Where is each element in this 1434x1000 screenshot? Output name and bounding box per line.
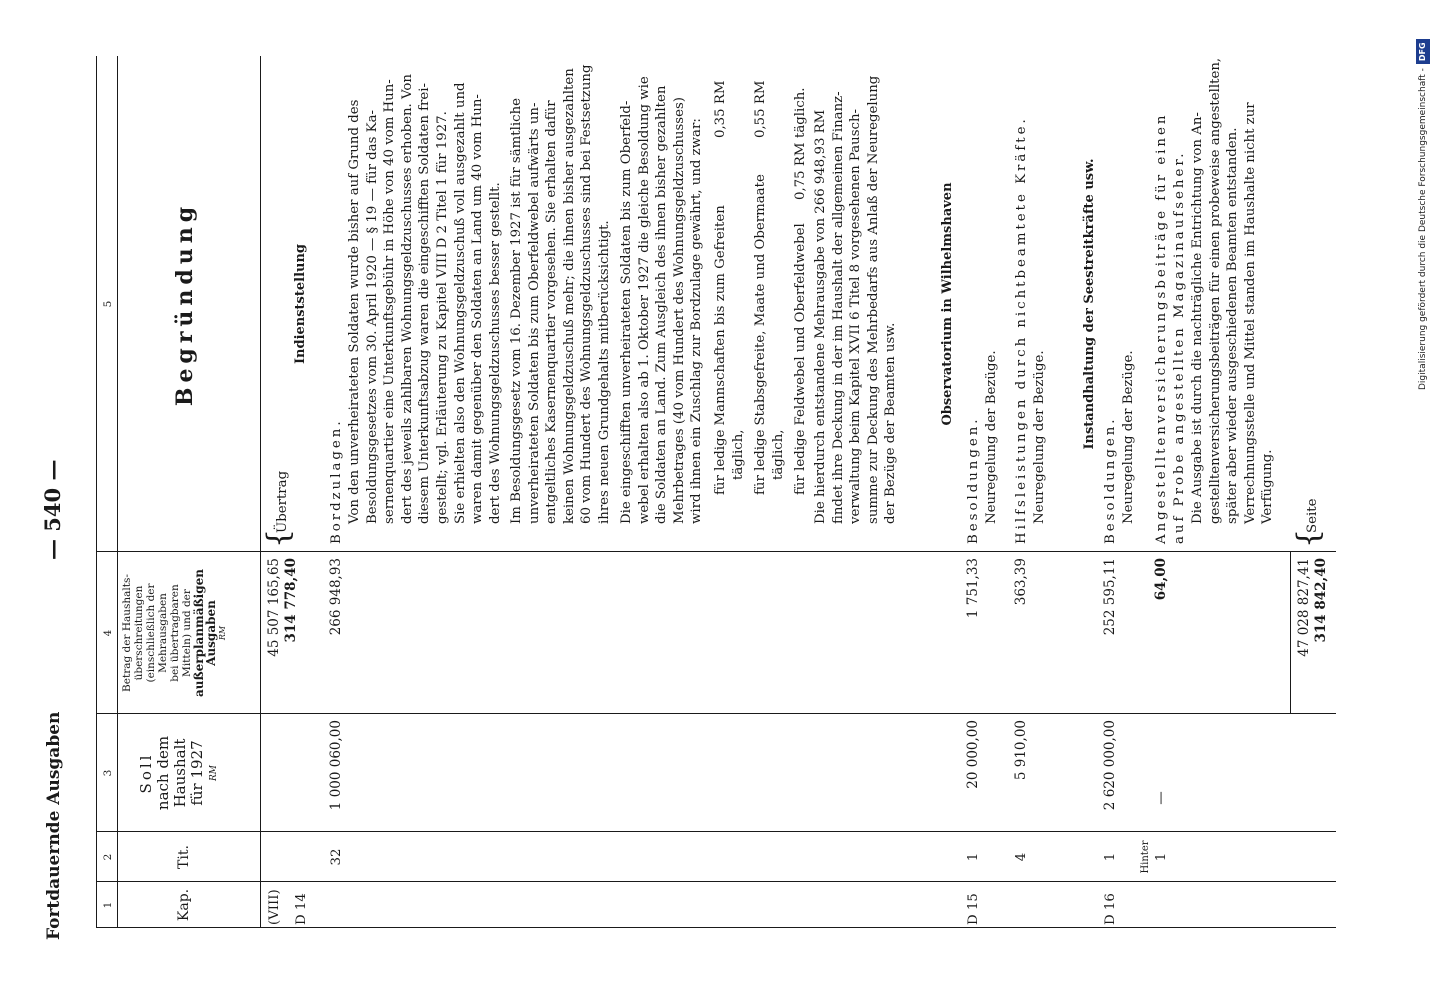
d14-para-3: [618, 76, 706, 524]
d14-p2-line: keinen Wohnungsgeldzuschuß mehr; die ihnen bisher ausgezahlten: [561, 68, 577, 524]
d14-rate-3-tail: täglich.: [793, 87, 808, 138]
d14-rate-2-label: für ledige Stabsgefreite, Maate und Obermaate: [753, 174, 768, 495]
d14-kap: D 14: [294, 893, 309, 925]
seite-amounts: [1296, 558, 1330, 710]
col-number-4: 4: [102, 629, 114, 637]
d14-p3-line: die Soldaten an Land. Zum Ausgleich des ihnen bisher gezahlten: [654, 85, 670, 524]
header-soll-line: Soll: [137, 752, 155, 794]
d14-soll: 1 000 060,00: [328, 720, 344, 811]
d15-r1-sub: Neuregelung der Bezüge.: [984, 350, 999, 524]
d14-p1-line: diesem Unterkunftsabzug waren die eingeschifften Soldaten frei-: [417, 82, 433, 524]
d16-r2-tit: 1: [1154, 852, 1169, 862]
d14-p2-line: 60 vom Hundert des Wohnungsgeldzuschusses sind bei Festsetzung: [579, 64, 595, 524]
d14-p1-line: waren damit gegenüber den Soldaten an Land um 40 vom Hun-: [470, 94, 486, 524]
header-betrag-line: bei übertragbaren: [169, 584, 181, 682]
d14-para-2: [508, 65, 614, 524]
col-number-3: 3: [102, 769, 114, 777]
d16-section-title: Instandhaltung der Seestreitkräfte usw.: [1082, 158, 1097, 450]
d14-section-title: Indienststellung: [293, 243, 308, 365]
header-soll: [138, 714, 223, 832]
header-begruendung: Begründung: [172, 201, 198, 407]
d14-p2-line: unverheirateten Soldaten bis zum Oberfeldwebel aufwärts un-: [526, 102, 542, 524]
seite-amount: 47 028 827,41: [1296, 558, 1312, 657]
d16-r2-betrag: 64,00: [1153, 558, 1169, 601]
d15-r2-soll: 5 910,00: [1013, 720, 1029, 781]
d14-para-1: [346, 74, 504, 524]
d14-p2-line: Im Besoldungsgesetz vom 16. Dezember 1927 ist für sämtliche: [509, 97, 524, 524]
seite-sum-rule: [1290, 552, 1291, 714]
d14-p3-line: Mehrbetrages (40 vom Hundert des Wohnungsgeldzuschusses): [671, 97, 687, 524]
d16-r2-hinter: Hinter: [1140, 840, 1151, 874]
d16-r1-soll: 2 620 000,00: [1102, 720, 1118, 811]
d14-rate-1-value: 0,35 RM: [713, 80, 728, 138]
d14-p1-line: sernenquartier eine Unterkunftsgebühr in Höhe von 40 vom Hun-: [382, 79, 398, 524]
d16-r2-title-2: auf Probe angestellten Magazinaufseher.: [1172, 150, 1187, 544]
d14-p4-line: findet ihre Deckung in der im Haushalt der allgemeinen Finanz-: [830, 91, 846, 524]
d14-p4-line: der Bezüge der Beamten usw.: [883, 322, 899, 524]
d15-kap: D 15: [966, 893, 981, 925]
uebertrag-kap: (VIII): [267, 889, 282, 925]
col-divider-3: [96, 713, 1336, 714]
header-betrag-bold: außerplanmäßigen: [192, 569, 206, 697]
d14-p1-line: Sie erhielten also den Wohnungsgeldzuschuß voll ausgezahlt und: [452, 82, 468, 524]
d16-r2-line: Die Ausgabe ist durch die nachträgliche Entrichtung von An-: [1190, 112, 1205, 524]
header-betrag-line: (einschließlich der: [145, 583, 157, 683]
header-kap: Kap.: [176, 888, 192, 922]
uebertrag-amount: 45 507 165,65: [266, 558, 282, 657]
d14-rate-3-label: für ledige Feldwebel und Oberfeldwebel: [793, 223, 808, 495]
credit-text: Digitalisierung gefördert durch die Deutsche Forschungsgemeinschaft -: [1418, 68, 1428, 390]
uebertrag-brace: {: [261, 528, 296, 548]
seite-amount-bold: 314 842,40: [1313, 558, 1329, 643]
d15-r1-title: Besoldungen.: [966, 416, 981, 544]
d14-p2-line: entgeltliches Kasernenquartier vorgesehen. Sie erhalten dafür: [544, 100, 560, 524]
d14-p3-line: Die eingeschifften unverheirateten Soldaten bis zum Oberfeld-: [619, 100, 634, 524]
header-betrag-line: Betrag der Haushalts-: [121, 574, 133, 692]
header-tit: Tit.: [176, 845, 192, 869]
header-soll-line: für 1927: [188, 740, 206, 806]
d14-rate-3-value: 0,75 RM: [793, 142, 808, 200]
d14-p1-line: dert des jeweils zahlbaren Wohnungsgeldzuschusses erhoben. Von: [399, 74, 415, 524]
uebertrag-amount-bold: 314 778,40: [283, 558, 299, 643]
header-betrag-line: überschreitungen: [133, 585, 145, 681]
d15-r1-betrag: 1 751,33: [965, 558, 981, 619]
d16-r1-betrag: 252 595,11: [1102, 558, 1118, 636]
d15-r1-tit: 1: [966, 852, 981, 862]
header-soll-unit: RM: [209, 765, 219, 781]
d14-p2-line: ihres neuen Grundgehalts mitberücksichtigt.: [596, 220, 612, 524]
d16-kap: D 16: [1103, 893, 1118, 925]
d14-p1-line: gestellt; vgl. Erläuterung zu Kapitel VIII D 2 Titel 1 für 1927.: [434, 111, 450, 524]
dfg-logo: DFG: [1416, 39, 1430, 64]
d14-tit: 32: [329, 848, 344, 866]
d16-r1-tit: 1: [1103, 852, 1118, 862]
header-betrag-unit: RM: [218, 625, 227, 641]
d16-r2-soll: —: [1153, 791, 1169, 805]
table-top-rule: [96, 56, 97, 928]
d15-section-title: Observatorium in Wilhelmshaven: [940, 182, 955, 426]
d14-p1-line: Besoldungsgesetzes vom 30. April 1920 — § 19 — für das Ka-: [364, 109, 380, 524]
col-number-5: 5: [102, 300, 114, 308]
header-number-rule: [117, 56, 118, 928]
d14-p4-line: summe zur Deckung des Mehrbedarfs aus Anlaß der Neuregelung: [865, 75, 881, 524]
header-betrag-line: Mitteln) und der: [181, 589, 193, 677]
header-soll-line: nach dem: [154, 735, 172, 811]
d15-r2-sub: Neuregelung der Bezüge.: [1032, 350, 1047, 524]
d16-r2-line: Verfügung.: [1260, 449, 1276, 524]
header-betrag-line: Mehrausgaben: [157, 593, 169, 673]
header-betrag-bold: Ausgaben: [204, 600, 218, 666]
uebertrag-label: Übertrag: [275, 470, 290, 533]
d14-betrag: 266 948,93: [328, 558, 344, 636]
d14-p3-line: wird ihnen ein Zuschlag zur Bordzulage gewährt, und zwar:: [689, 118, 705, 524]
d14-para-4: [812, 76, 900, 524]
uebertrag-amounts: [266, 558, 300, 710]
page-number: — 540 —: [40, 459, 65, 560]
d15-r2-tit: 4: [1014, 852, 1029, 862]
running-head: Fortdauernde Ausgaben: [44, 711, 64, 940]
seite-brace: {: [1291, 528, 1326, 548]
d14-item-title: Bordzulagen.: [329, 418, 344, 544]
d14-p4-line: verwaltung beim Kapitel XVII 6 Titel 8 vorgesehenen Pausch-: [848, 108, 864, 524]
col-divider-4: [96, 551, 1336, 552]
table-left-rule: [96, 927, 1336, 928]
d14-rate-1-tail: täglich,: [731, 429, 746, 480]
col-number-2: 2: [102, 853, 114, 861]
d15-r2-title: Hilfsleistungen durch nichtbeamtete Kräfte.: [1014, 116, 1029, 544]
d16-r2-line: Verrechnungsstelle und Mittel standen im Haushalte nicht zur: [1242, 102, 1258, 524]
header-betrag: [121, 552, 229, 714]
d14-p3-line: webel erhalten also ab 1. Oktober 1927 die gleiche Besoldung wie: [636, 76, 652, 524]
d16-r2-title-1: Angestelltenversicherungsbeiträge für einen: [1154, 112, 1169, 544]
d16-r1-title: Besoldungen.: [1103, 416, 1118, 544]
d15-r1-soll: 20 000,00: [965, 720, 981, 789]
d14-rate-2-tail: täglich,: [771, 429, 786, 480]
d14-p1-line: Von den unverheirateten Soldaten wurde bisher auf Grund des: [347, 99, 362, 524]
d16-r2-text: [1189, 58, 1277, 524]
d14-p1-line: dert des Wohnungsgeldzuschusses besser gestellt.: [487, 182, 503, 524]
header-bottom-rule: [260, 56, 261, 928]
d14-rate-2-value: 0,55 RM: [753, 80, 768, 138]
d16-r2-line: gestelltenversicherungsbeiträgen für einen probeweise angestellten,: [1207, 57, 1223, 524]
header-soll-line: Haushalt: [171, 738, 189, 808]
digitization-credit: [1414, 10, 1432, 390]
seite-label: Seite: [1305, 498, 1320, 533]
d16-r1-sub: Neuregelung der Bezüge.: [1121, 350, 1136, 524]
d14-p4-line: Die hierdurch entstandene Mehrausgabe von 266 948,93 RM: [813, 109, 828, 524]
d15-r2-betrag: 363,39: [1013, 558, 1029, 606]
d14-rate-1-label: für ledige Mannschaften bis zum Gefreiten: [713, 205, 728, 495]
col-number-1: 1: [102, 901, 114, 909]
d16-r2-line: später aber wieder ausgeschiedenen Beamten entstanden.: [1225, 127, 1241, 524]
